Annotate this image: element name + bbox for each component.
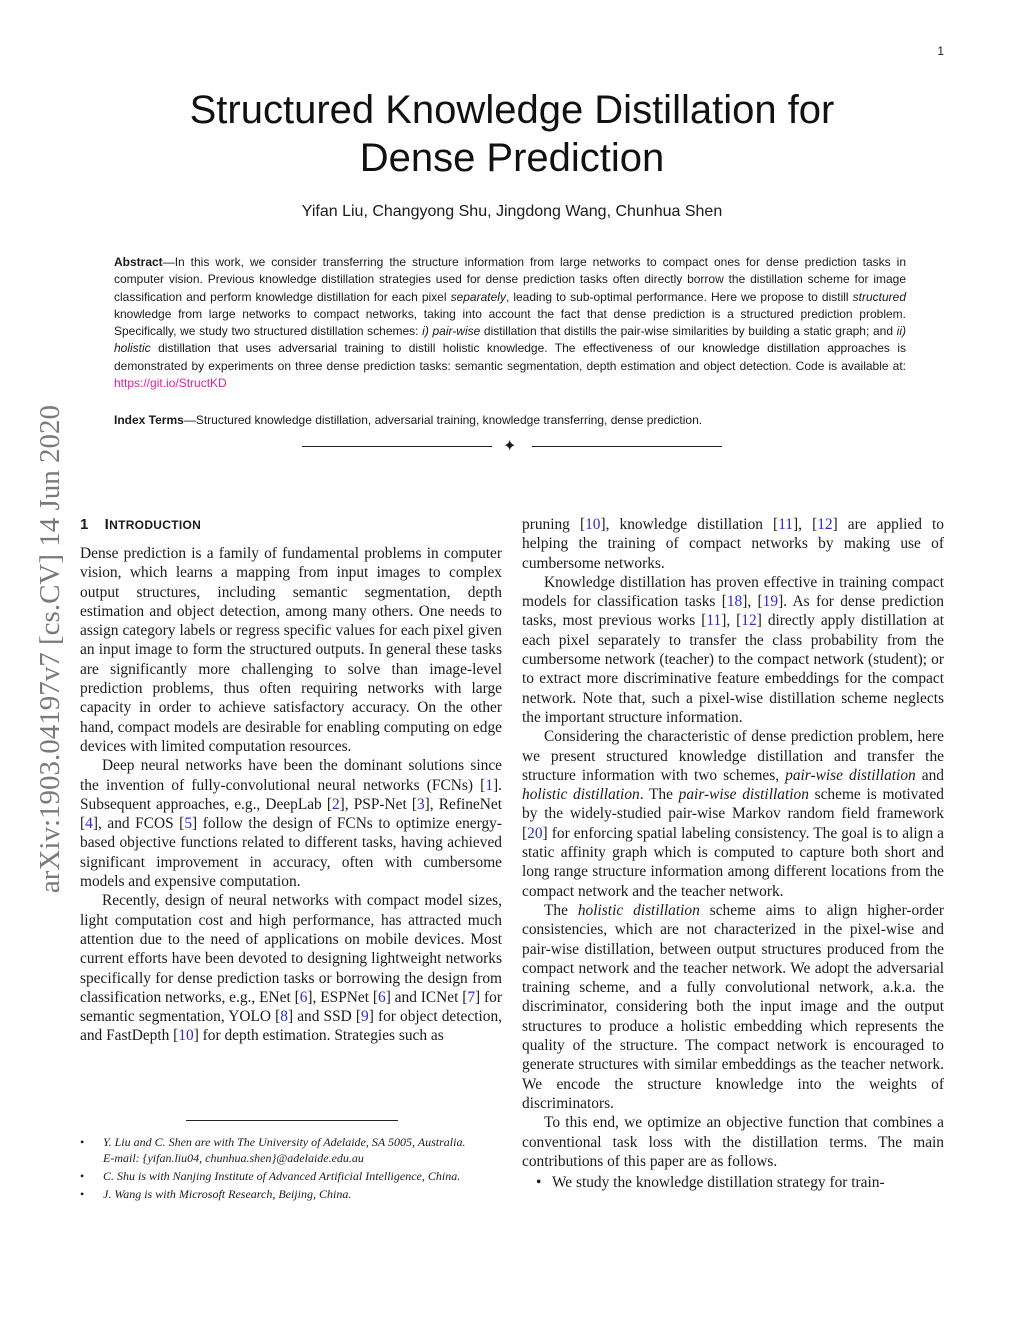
citation-link[interactable]: 10 [585,516,601,533]
paragraph-text: ]. As for dense prediction tasks, most previous works [ [522,593,944,630]
citation-link[interactable]: 10 [178,1027,194,1045]
paragraph-text: Knowledge distillation has proven effective in training compact models for classification tasks [ [522,573,944,611]
paragraph-text: The [544,901,578,919]
citation-link[interactable]: 6 [299,988,308,1006]
abstract-text: knowledge from large networks to compact networks, taking into account the fact that dense prediction is a structured prediction problem. Specifically, we study two structured distillation schemes: [114,306,906,339]
divider-diamond-icon: ✦ [503,436,517,455]
emphasis: pair-wise distillation [785,766,916,784]
abstract-emphasis: structured [852,289,906,304]
citation-link[interactable]: 19 [762,593,779,611]
index-terms-text: —Structured knowledge distillation, adversarial training, knowledge transferring, dense prediction. [183,413,703,427]
index-terms [114,412,906,429]
paragraph-text: Deep neural networks have been the dominant solutions since the invention of fully-convolutional neural networks (FCNs) [ [80,757,502,794]
emphasis: holistic distillation [522,786,640,804]
page-number: 1 [937,44,944,58]
paragraph-text: ] and ICNet [ [385,988,468,1006]
right-column [522,515,944,1192]
abstract-text: distillation that uses adversarial training to distill holistic knowledge. The effectiveness of our knowledge distillation approaches is demonstrated by experiments on three dense prediction tasks: semantic segmentation, depth estimation and object detection. Code is available at: [114,341,906,373]
divider-rule-left [302,446,492,447]
paragraph-text: ], PSP-Net [ [339,795,417,813]
footnote-text: Y. Liu and C. Shen are with The University of Adelaide, SA 5005, Australia. [103,1135,466,1149]
list-item-text: We study the knowledge distillation strategy for train- [552,1174,885,1192]
citation-link[interactable]: 1 [485,776,494,794]
citation-link[interactable]: 8 [280,1008,288,1026]
paragraph-text: ] for depth estimation. Strategies such as [193,1027,444,1045]
bullet-icon: • [80,1187,85,1201]
paragraph-text: ] for object detection, and FastDepth [ [80,1008,502,1045]
citation-link[interactable]: 18 [726,593,743,611]
paragraph [522,727,944,901]
bullet-icon: • [80,1169,85,1183]
section-divider [302,437,722,455]
paragraph-text: ] are applied to helping the training of compact networks by making use of cumbersome networks. [522,516,945,572]
paragraph-text: . The [639,786,679,804]
bullet-icon: • [536,1174,542,1192]
abstract-emphasis: ii) [896,324,906,339]
emphasis: pair-wise distillation [678,786,809,804]
paragraph-text: Recently, design of neural networks with compact model sizes, light computation cost and high performance, has attracted much attention due to the need of applications on mobile devices. Most current efforts have been devoted to designing lightweight networks specifically for dense prediction tasks or borrowing the design from classification networks, e.g., ENet [ [80,892,502,1006]
abstract-emphasis: holistic [114,341,151,356]
paragraph [522,573,944,727]
index-terms-label: Index Terms [114,413,184,427]
code-link[interactable]: https://git.io/StructKD [114,376,227,391]
section-heading-introduction [80,516,201,533]
citation-link[interactable]: 7 [467,988,476,1006]
emphasis: holistic distillation [577,901,700,919]
paper-title [0,86,1024,182]
paragraph-text: ] for enforcing spatial labeling consistency. The goal is to align a static affinity graph which is computed to capture both short and long range structure information among different locations from the compact network and the teacher network. [522,824,944,900]
paragraph-text: ]. Subsequent approaches, e.g., DeepLab [ [80,776,502,813]
section-title-rest: NTRODUCTION [109,518,202,532]
paragraph: Dense prediction is a family of fundamental problems in computer vision, which learns a mapping from input images to complex output structures, including semantic segmentation, depth estimation and object detection, among many others. One needs to assign category labels or regress specific values for each pixel given an input image to form the structured outputs. In general these tasks are significantly more challenging to solve than image-level prediction problems, thus often requiring networks with large capacity in order to achieve satisfactory accuracy. On the other hand, compact models are desirable for enabling computing on edge devices with limited computation resources. [80,545,502,755]
paragraph-text: Considering the characteristic of dense prediction problem, here we present structured knowledge distillation and transfer the structure information with two schemes, [522,728,944,784]
divider-rule-right [532,446,722,447]
footnotes [80,1134,502,1204]
footnote [80,1134,502,1166]
citation-link[interactable]: 4 [85,815,93,833]
paragraph-text: ], [ [742,593,763,611]
paragraph-text: ], [ [721,612,742,630]
footnote-rule [186,1120,398,1121]
abstract-emphasis: pair-wise [432,324,481,339]
citation-link[interactable]: 3 [416,795,425,813]
paragraph-text: scheme aims to align higher-order consistencies, which are not characterized in the pixel-wise and pair-wise distillation, between output structures produced from the compact network and the teacher network. We adopt the adversarial training scheme, and a fully convolutional network, a.k.a. the discriminator, considering both the input image and the output structures to produce a holistic embedding which represents the quality of the structure. The compact network is encouraged to generate structures with similar embeddings as the teacher network. We encode the structure knowledge into the weights of discriminators. [522,901,944,1112]
paper-title-line-1: Structured Knowledge Distillation for [189,88,835,132]
paragraph-text: ] directly apply distillation at each pixel separately to transfer the class probability from the cumbersome network (teacher) to the compact network (student); or to extract more discriminative feature embeddings for the compact network. Note that, such a pixel-wise distillation scheme neglects the important structure information. [522,612,944,726]
paragraph: To this end, we optimize an objective function that combines a conventional task loss with the distillation terms. The main contributions of this paper are as follows. [522,1114,944,1170]
footnote [80,1186,502,1202]
left-column [80,544,502,1046]
paragraph-text: pruning [ [522,516,586,533]
paragraph [522,901,944,1113]
citation-link[interactable]: 20 [527,824,543,842]
abstract [114,254,906,392]
paragraph-text: ], RefineNet [ [80,795,502,833]
paragraph [80,756,502,891]
paper-title-line-2: Dense Prediction [359,136,665,180]
paragraph [522,515,944,573]
list-item [522,1173,944,1192]
paragraph [80,891,502,1045]
paragraph-text: ], [ [793,516,818,533]
contribution-list [522,1173,944,1192]
abstract-text: —In this work, we consider transferring the structure information from large networks to compact ones for dense prediction tasks in computer vision. Previous knowledge distillation strategies used for dense prediction tasks often directly borrow the distillation scheme for image classification and perform knowledge distillation for each pixel [114,255,906,304]
footnote-text: C. Shu is with Nanjing Institute of Advanced Artificial Intelligence, China. [103,1169,461,1183]
citation-link[interactable]: 6 [377,988,386,1006]
abstract-text: distillation that distills the pair-wise similarities by building a static graph; and [480,324,897,339]
abstract-emphasis: i) [422,324,429,339]
citation-link[interactable]: 12 [817,516,833,533]
section-number: 1 [80,516,89,533]
footnote [80,1168,502,1184]
abstract-text: , leading to sub-optimal performance. Here we propose to distill [505,289,853,304]
paragraph-text: ] and SSD [ [287,1008,362,1026]
citation-link[interactable]: 9 [361,1008,369,1026]
paragraph-text: ] follow the design of FCNs to optimize energy-based objective functions related to different tasks, having achieved significant improvement in accuracy, often with cumbersome models and expensive computation. [80,815,502,891]
arxiv-stamp: arXiv:1903.04197v7 [cs.CV] 14 Jun 2020 [34,404,66,894]
author-list: Yifan Liu, Changyong Shu, Jingdong Wang, Chunhua Shen [301,203,723,220]
citation-link[interactable]: 11 [778,516,794,533]
section-title-initial: I [104,516,110,533]
footnote-text: J. Wang is with Microsoft Research, Beijing, China. [103,1187,352,1201]
citation-link[interactable]: 5 [184,815,193,833]
citation-link[interactable]: 2 [331,795,340,813]
citation-link[interactable]: 12 [741,612,757,630]
paragraph-text: and [915,766,944,784]
citation-link[interactable]: 11 [706,612,722,630]
abstract-emphasis: separately [450,289,506,304]
paragraph-text: scheme is motivated by the widely-studied pair-wise Markov random field framework [ [522,786,944,842]
bullet-icon: • [80,1135,85,1149]
paragraph-text: ] for semantic segmentation, YOLO [ [80,988,502,1026]
paragraph-text: ], knowledge distillation [ [600,516,779,533]
paragraph-text: ], ESPNet [ [307,988,378,1006]
paragraph-text: ], and FCOS [ [92,815,185,833]
footnote-email: E-mail: {yifan.liu04, chunhua.shen}@adelaide.edu.au [103,1151,364,1165]
abstract-label: Abstract [114,255,163,269]
